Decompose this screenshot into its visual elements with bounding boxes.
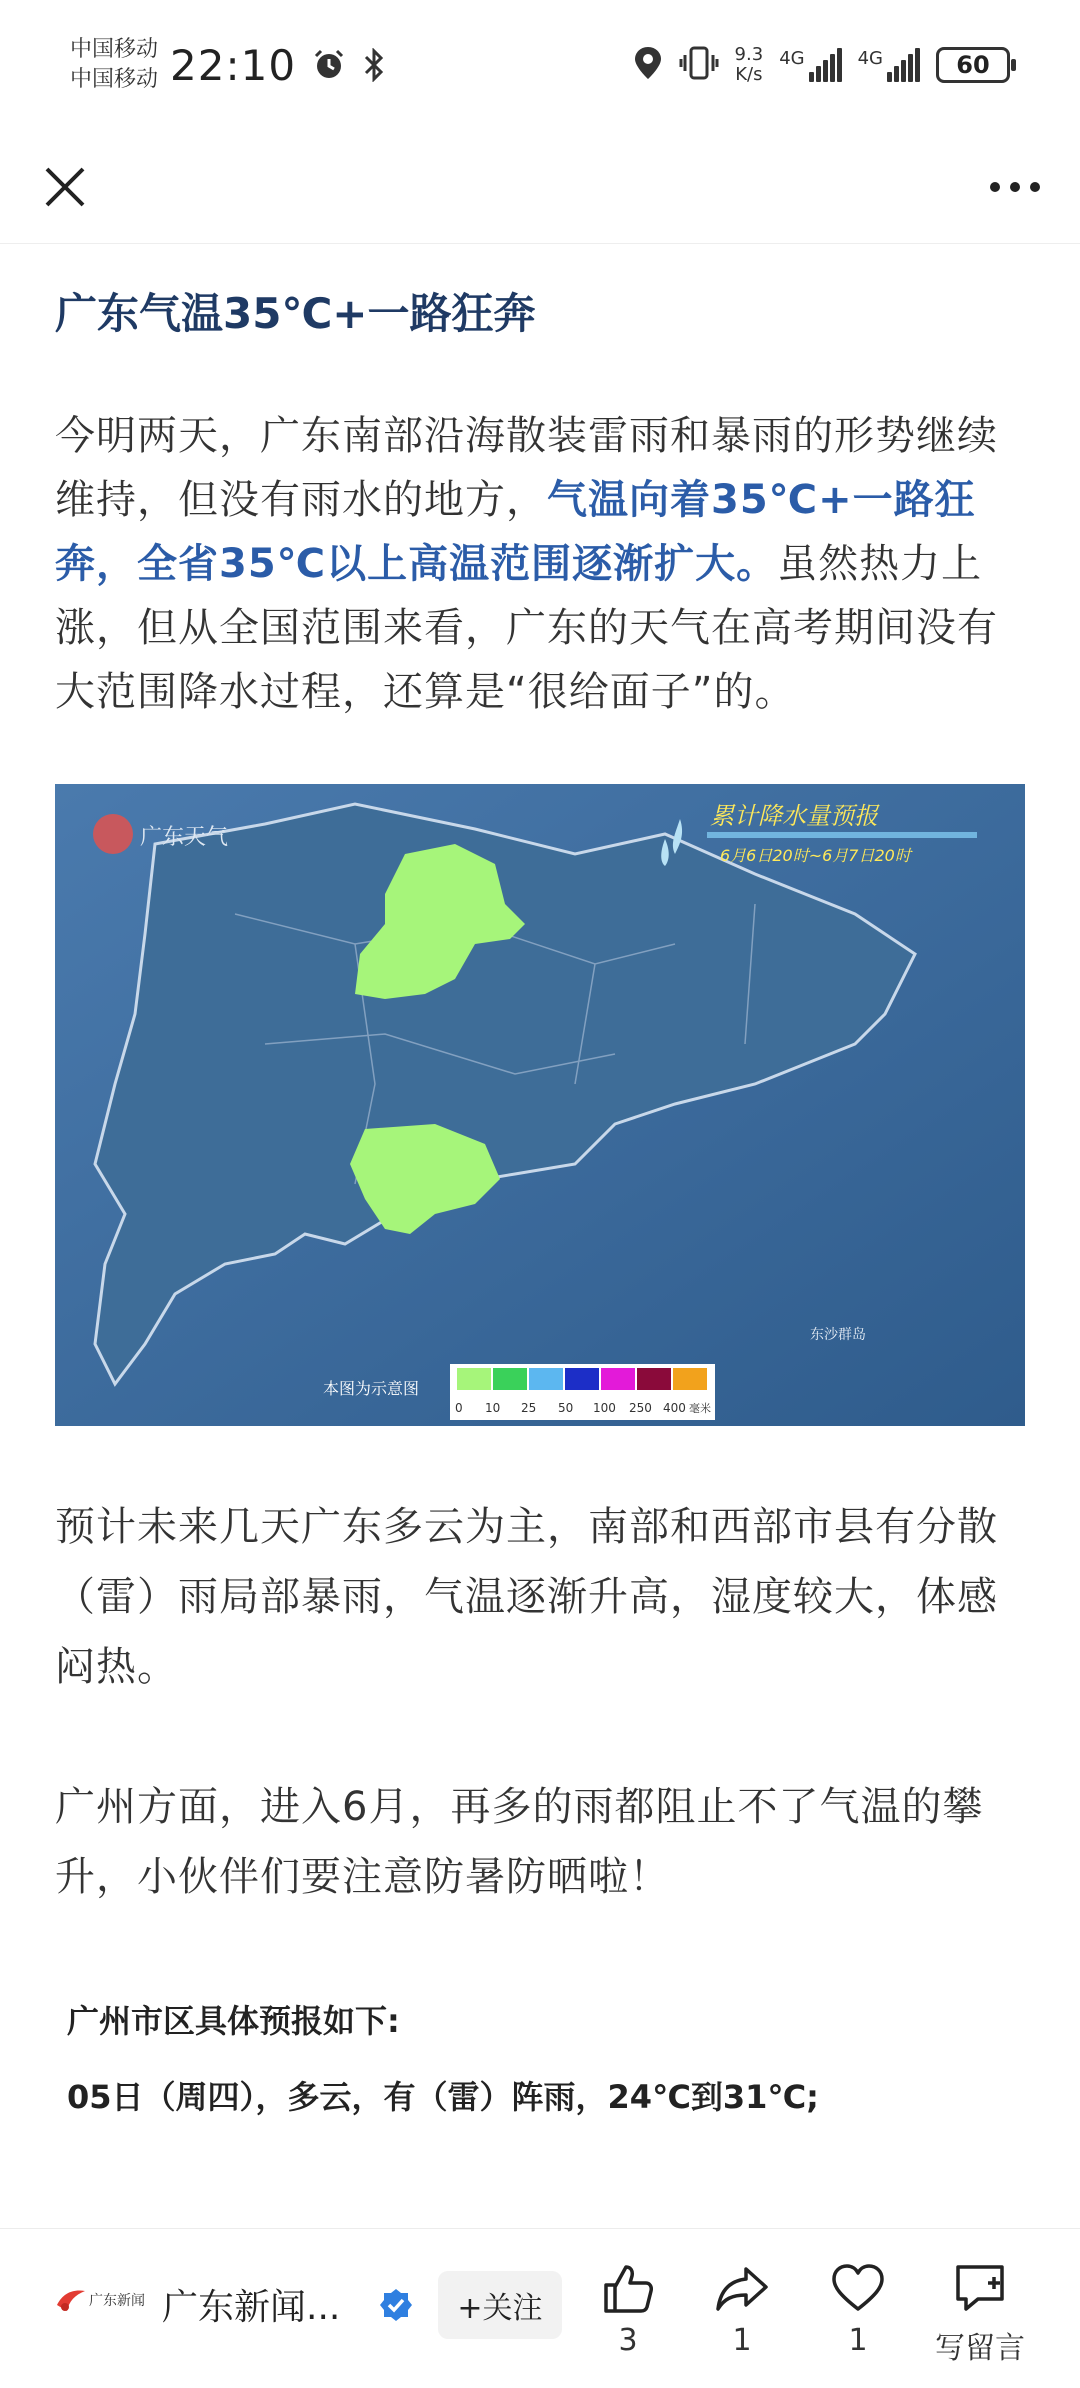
forecast-title: 广州市区具体预报如下: bbox=[67, 2002, 400, 2040]
network-speed bbox=[735, 45, 764, 85]
gd-weather-logo bbox=[93, 814, 133, 854]
carrier-2: 中国移动 bbox=[70, 67, 159, 92]
vibrate-icon bbox=[679, 45, 719, 85]
paragraph-1 bbox=[55, 404, 1025, 724]
follow-button[interactable]: +关注 bbox=[438, 2271, 562, 2339]
share-count: 1 bbox=[732, 2323, 752, 2358]
legend-400: 400 bbox=[663, 1401, 686, 1415]
island-label: 东沙群岛 bbox=[810, 1327, 866, 1343]
favorite-count: 1 bbox=[848, 2323, 868, 2358]
battery-indicator: 60 bbox=[936, 47, 1010, 83]
network-type-1: 4G bbox=[779, 48, 805, 69]
share-icon bbox=[714, 2261, 770, 2317]
paragraph-1-text-b: 虽然热力上涨，但从全国范围来看，广东的天气在高考期间没有大范围降水过程，还算是“很给面子”的。 bbox=[55, 541, 998, 715]
alarm-icon bbox=[312, 48, 346, 82]
close-button[interactable] bbox=[30, 152, 100, 222]
rainfall-forecast-map[interactable] bbox=[55, 784, 1025, 1426]
comment-button[interactable] bbox=[925, 2261, 1035, 2367]
carrier-info bbox=[70, 35, 158, 95]
map-note: 本图为示意图 bbox=[323, 1379, 420, 1398]
paragraph-3: 广州方面，进入6月，再多的雨都阻止不了气温的攀升，小伙伴们要注意防暑防晒啦！ bbox=[55, 1784, 984, 1900]
thumbs-up-icon bbox=[600, 2261, 656, 2317]
bottom-action-bar bbox=[0, 2228, 1080, 2388]
legend-0: 0 bbox=[455, 1401, 463, 1415]
carrier-1: 中国移动 bbox=[70, 37, 159, 62]
article bbox=[55, 244, 1025, 2162]
forecast-image[interactable] bbox=[55, 1982, 1025, 2162]
map-logo-text: 广东天气 bbox=[140, 825, 229, 850]
speed-unit: K/s bbox=[735, 64, 763, 85]
favorite-button[interactable] bbox=[808, 2261, 908, 2358]
more-button[interactable] bbox=[980, 152, 1050, 222]
legend-100: 100 bbox=[593, 1401, 616, 1415]
legend-250: 250 bbox=[629, 1401, 652, 1415]
article-title: 广东气温35℃+一路狂奔 bbox=[55, 289, 536, 338]
paragraph-1-highlight: 气温向着35℃+一路狂奔，全省35℃以上高温范围逐渐扩大。 bbox=[55, 477, 976, 587]
comment-icon bbox=[952, 2261, 1008, 2317]
map-title: 累计降水量预报 bbox=[710, 802, 878, 830]
heart-icon bbox=[830, 2261, 886, 2317]
close-icon bbox=[43, 165, 87, 209]
speed-value: 9.3 bbox=[734, 44, 764, 65]
publisher-name[interactable]: 广东新闻... bbox=[162, 2287, 341, 2328]
publisher-logo-icon bbox=[55, 2285, 87, 2315]
legend-50: 50 bbox=[558, 1401, 574, 1415]
network-type-2: 4G bbox=[857, 48, 883, 69]
legend-25: 25 bbox=[521, 1401, 537, 1415]
signal-1 bbox=[779, 48, 841, 82]
map-legend bbox=[450, 1364, 715, 1420]
status-bar bbox=[0, 0, 1080, 130]
verified-badge-icon bbox=[378, 2287, 414, 2327]
map-subtitle: 6月6日20时~6月7日20时 bbox=[720, 846, 911, 865]
publisher-logo[interactable] bbox=[55, 2285, 145, 2315]
paragraph-1-text-a: 今明两天，广东南部沿海散装雷雨和暴雨的形势继续维持，但没有雨水的地方， bbox=[55, 413, 998, 523]
legend-10: 10 bbox=[485, 1401, 501, 1415]
forecast-line-1: 05日（周四），多云，有（雷）阵雨，24℃到31℃; bbox=[67, 2078, 819, 2116]
like-button[interactable] bbox=[578, 2261, 678, 2358]
bluetooth-icon bbox=[362, 48, 386, 82]
legend-unit: 毫米 bbox=[689, 1402, 711, 1415]
paragraph-2: 预计未来几天广东多云为主，南部和西部市县有分散（雷）雨局部暴雨，气温逐渐升高，湿度较大，体感闷热。 bbox=[55, 1504, 998, 1690]
signal-2 bbox=[858, 48, 920, 82]
publisher-logo-text: 广东新闻 bbox=[89, 2293, 145, 2309]
clock: 22:10 bbox=[170, 40, 297, 90]
location-icon bbox=[633, 45, 663, 85]
comment-label: 写留言 bbox=[935, 2331, 1025, 2366]
like-count: 3 bbox=[618, 2323, 638, 2358]
more-icon bbox=[989, 181, 1041, 193]
share-button[interactable] bbox=[692, 2261, 792, 2358]
top-bar bbox=[0, 130, 1080, 244]
